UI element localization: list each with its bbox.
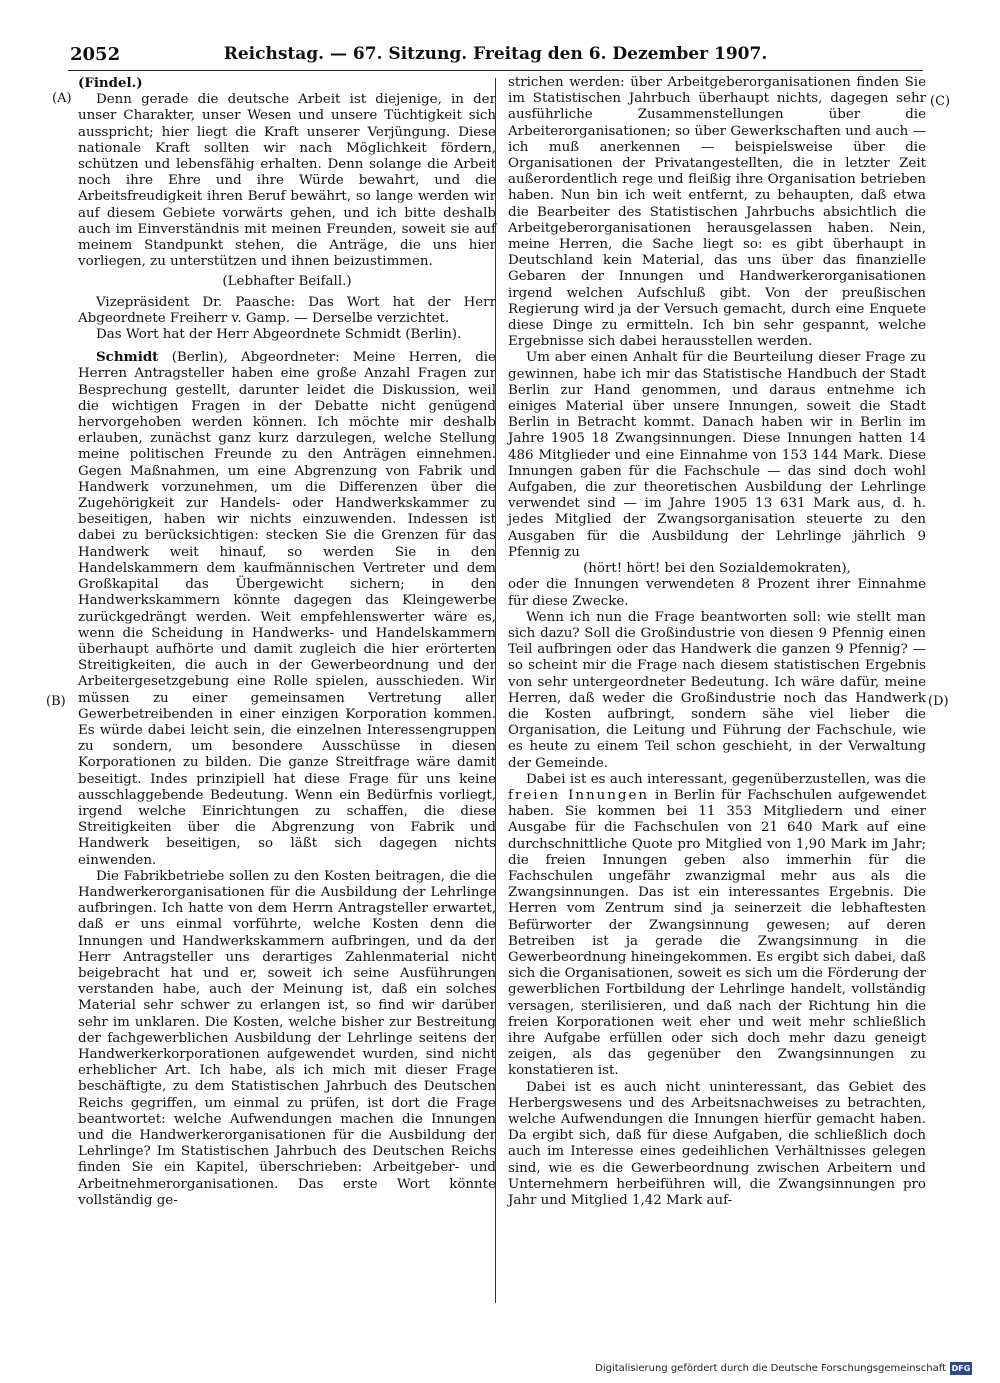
paragraph: Um aber einen Anhalt für die Beurteilung dieser Frage zu gewinnen, habe ich mir das Statistische Handbuch der Stadt Berlin zur Hand genommen, und daraus entnehme ich einiges Material über unsere Innungen, soweit die Stadt Berlin in Betracht kommt. Danach haben wir in Berlin im Jahre 1905 18 Zwangsinnungen. Diese Innungen hatten 14 486 Mitglieder und eine Einnahme von 153 144 Mark. Diese Innungen gaben für die Fachschule — das sind doch wohl Aufgaben, die zur theoretischen Ausbildung der Lehrlinge verwendet sind — im Jahre 1905 13 631 Mark aus, d. h. jedes Mitglied der Zwangsorganisation steuerte zu den Ausgaben für die Ausbildung der Lehrlinge jährlich 9 Pfennig zu [508, 350, 926, 560]
speaker-label: Vizepräsident Dr. Paasche: [96, 294, 296, 310]
margin-marker-c: (C) [930, 94, 951, 109]
applause-note: (Lebhafter Beifall.) [222, 274, 352, 290]
margin-marker-d: (D) [928, 694, 949, 709]
emphasis-text: freien Innungen [508, 787, 649, 803]
paragraph: Wenn ich nun die Frage beantworten soll: wie stellt man sich dazu? Soll die Großindustrie von diesen 9 Pfennig einen Teil aufbringen oder das Handwerk die ganzen 9 Pfennig? — so scheint mir die Frage nach diesem statistischen Ergebnis von sehr untergeordneter Bedeutung. Ich wäre dafür, meine Herren, daß weder die Großindustrie noch das Handwerk die Kosten aufbringt, sondern sähe viel lieber die Organisation, die Leitung und Führung der Fachschule, wie es heute zu einem Teil schon geschieht, in der Verwaltung der Gemeinde. [508, 609, 926, 771]
paragraph: Schmidt (Berlin), Abgeordneter: Meine Herren, die Herren Antragsteller haben eine große Anzahl Fragen zur Besprechung gestellt, darunter leidet die Diskussion, weil die wichtigen Fragen in der Debatte nicht genügend hervorgehoben werden können. Ich möchte mir deshalb erlauben, zunächst ganz kurz darzulegen, welche Stellung meine politischen Freunde zu den Anträgen einnehmen. Gegen Maßnahmen, um eine Abgrenzung von Fabrik und Handwerk vorzunehmen, um die Differenzen über die Zugehörigkeit zur Handels- oder Handwerkskammer zu beseitigen, haben wir nichts einzuwenden. Indessen ist dabei zu berücksichtigen: stecken Sie die Grenzen für das Handwerk weit hinauf, so werden Sie in den Handelskammern dem kaufmännischen Vertreter und dem Großkapital das Übergewicht sichern; in den Handwerkskammern könnte dagegen das Kleingewerbe zurückgedrängt werden. Weit empfehlenswerter wäre es, wenn die Scheidung in Handwerks- und Handelskammern überhaupt aufhörte und damit zugleich die hier erörterten Streitigkeiten, die auch in der Gewerbeordnung und der Arbeitergesetzgebung eine Rolle spielen, ausschieden. Wir müssen zu einer gemeinsamen Vertretung aller Gewerbetreibenden in einer einzigen Korporation kommen. Es würde dabei leicht sein, die einzelnen Interessengruppen zu sondern, um besondere Ausschüsse in diesen Korporationen zu bilden. Die ganze Streitfrage wäre damit beseitigt. Indes prinzipiell hat diese Frage für uns keine ausschlaggebende Bedeutung. Wenn ein Bedürfnis vorliegt, irgend welche Einrichtungen zu schaffen, die diese Streitigkeiten über die Abgrenzung von Fabrik und Handwerk beseitigen, so läßt sich dagegen nichts einwenden. [78, 349, 496, 868]
speaker-name: Schmidt [96, 349, 159, 366]
page-header [68, 44, 923, 71]
paragraph: Dabei ist es auch nicht uninteressant, das Gebiet des Herbergswesens und des Arbeitsnachweises zu betrachten, welche Aufwendungen die Innungen hierfür gemacht haben. Da ergibt sich, daß für diese Aufgaben, die schließlich doch auch im Interesse eines gedeihlichen Verhältnisses gelegen sind, wie es die Gewerbeordnung zwischen Arbeitern und Unternehmern herbeiführen will, die Zwangsinnungen pro Jahr und Mitglied 1,42 Mark auf- [508, 1079, 926, 1209]
margin-marker-a: (A) [52, 91, 72, 106]
paragraph: Dabei ist es auch interessant, gegenüberzustellen, was die freien Innungen in Berlin für Fachschulen aufgewendet haben. Sie kommen bei 11 353 Mitgliedern und einer Ausgabe für die Fachschulen von 21 640 Mark auf eine durchschnittliche Quote pro Mitglied von 1,90 Mark im Jahr; die freien Innungen geben also immerhin für die Fachschulen ungefähr zwanzigmal mehr aus als die Zwangsinnungen. Das ist ein interessantes Ergebnis. Die Herren vom Zentrum sind ja seinerzeit die lebhaftesten Befürworter der Zwangsinnung gewesen; auf deren Betreiben ist ja gerade die Zwangsinnung in die Gewerbeordnung hineingekommen. Es ergibt sich dabei, daß sich die Organisationen, soweit es sich um die Förderung der gewerblichen Fortbildung der Lehrlinge handelt, vollständig versagen, sterilisieren, und daß nach der Richtung hin die freien Korporationen weit eher und weit mehr schließlich ihre Aufgabe erfüllen oder sich doch mehr dazu geneigt zeigen, als das gegenüber den Zwangsinnungen zu konstatieren ist. [508, 771, 927, 1079]
right-column [508, 75, 926, 1209]
left-column [78, 75, 496, 1209]
footer-text: Digitalisierung gefördert durch die Deutsche Forschungsgemeinschaft [595, 1363, 946, 1374]
paragraph: strichen werden: über Arbeitgeberorganisationen finden Sie im Statistischen Jahrbuch überhaupt nichts, dagegen sehr ausführliche Zusammenstellungen über die Arbeiterorganisationen; so über Gewerkschaften und auch — ich muß anerkennen — beispielsweise über die Organisationen der Privatangestellten, die in letzter Zeit außerordentlich rege und fleißig ihre Organisation betrieben haben. Nun bin ich weit entfernt, zu behaupten, daß etwa die Bearbeiter des Statistischen Jahrbuchs absichtlich die Arbeitgeberorganisationen herausgelassen haben. Nein, meine Herren, die Sache liegt so: es gibt überhaupt in Deutschland kein Material, das uns über das finanzielle Gebaren der Innungen und Handwerkerorganisationen irgend welchen Aufschluß gibt. Von der preußischen Regierung wird ja der Versuch gemacht, durch eine Enquete diese Dinge zu ermitteln. Ich bin sehr gespannt, welche Ergebnisse sich dabei herausstellen werden. [508, 75, 926, 350]
dfg-logo: DFG [951, 1364, 971, 1373]
paragraph: Vizepräsident Dr. Paasche: Das Wort hat der Herr Abgeordnete Freiherr v. Gamp. — Derselbe verzichtet. [78, 294, 496, 326]
paragraph: Denn gerade die deutsche Arbeit ist diejenige, in der unser Charakter, unser Wesen und unsere Tüchtigkeit sich ausspricht; hier liegt die Kraft unserer Verjüngung. Diese nationale Kraft sollten wir nach Möglichkeit fördern, schützen und lebensfähig erhalten. Denn solange die Arbeit noch ihre Ehre und ihre Würde bewahrt, und die Arbeitsfreudigkeit ihren Beruf bewährt, so lange werden wir auf diesem Gebiete vorwärts gehen, und ich bitte deshalb auch im Einverständnis mit meinen Freunden, soweit sie auf meinem Standpunkt stehen, die Anträge, die uns hier vorliegen, zu unterstützen und ihnen beizustimmen. [78, 92, 496, 270]
paragraph: oder die Innungen verwendeten 8 Prozent ihrer Einnahme für diese Zwecke. [508, 577, 926, 609]
paragraph: Das Wort hat der Herr Abgeordnete Schmidt (Berlin). [96, 327, 462, 343]
footer-credit [595, 1362, 972, 1375]
margin-marker-b: (B) [46, 694, 66, 709]
speaker-tag: (Findel.) [78, 75, 143, 91]
paragraph: Die Fabrikbetriebe sollen zu den Kosten beitragen, die die Handwerkerorganisationen für die Ausbildung der Lehrlinge aufbringen. Ich hatte von dem Herrn Antragsteller erwartet, daß er uns einmal vorführte, welche Kosten denn die Innungen und Handwerkskammern aufbringen, und da der Herr Antragsteller uns derartiges Zahlenmaterial nicht beigebracht hat und er, soweit ich seine Ausführungen verstanden habe, auch der Meinung ist, daß ein solches Material sehr schwer zu erlangen ist, so find wir darüber sehr im unklaren. Die Kosten, welche bisher zur Bestreitung der fachgewerblichen Ausbildung der Lehrlinge seitens der Handwerkerkorporationen aufgewendet wurden, sind nicht erheblicher Art. Ich habe, als ich mich mit dieser Frage beschäftigte, zu dem Statistischen Jahrbuch des Deutschen Reichs gegriffen, um einmal zu prüfen, ist dort die Frage beantwortet: welche Aufwendungen machen die Innungen und die Handwerkerorganisationen für die Ausbildung der Lehrlinge? Im Statistischen Jahrbuch des Deutschen Reichs finden Sie ein Kapitel, überschrieben: Arbeitgeber- und Arbeitnehmerorganisationen. Das erste Wort könnte vollständig ge- [78, 868, 496, 1208]
page-number: 2052 [70, 44, 121, 65]
interjection: (hört! hört! bei den Sozialdemokraten), [583, 561, 851, 577]
running-title: Reichstag. — 67. Sitzung. Freitag den 6. Dezember 1907. [223, 44, 768, 64]
